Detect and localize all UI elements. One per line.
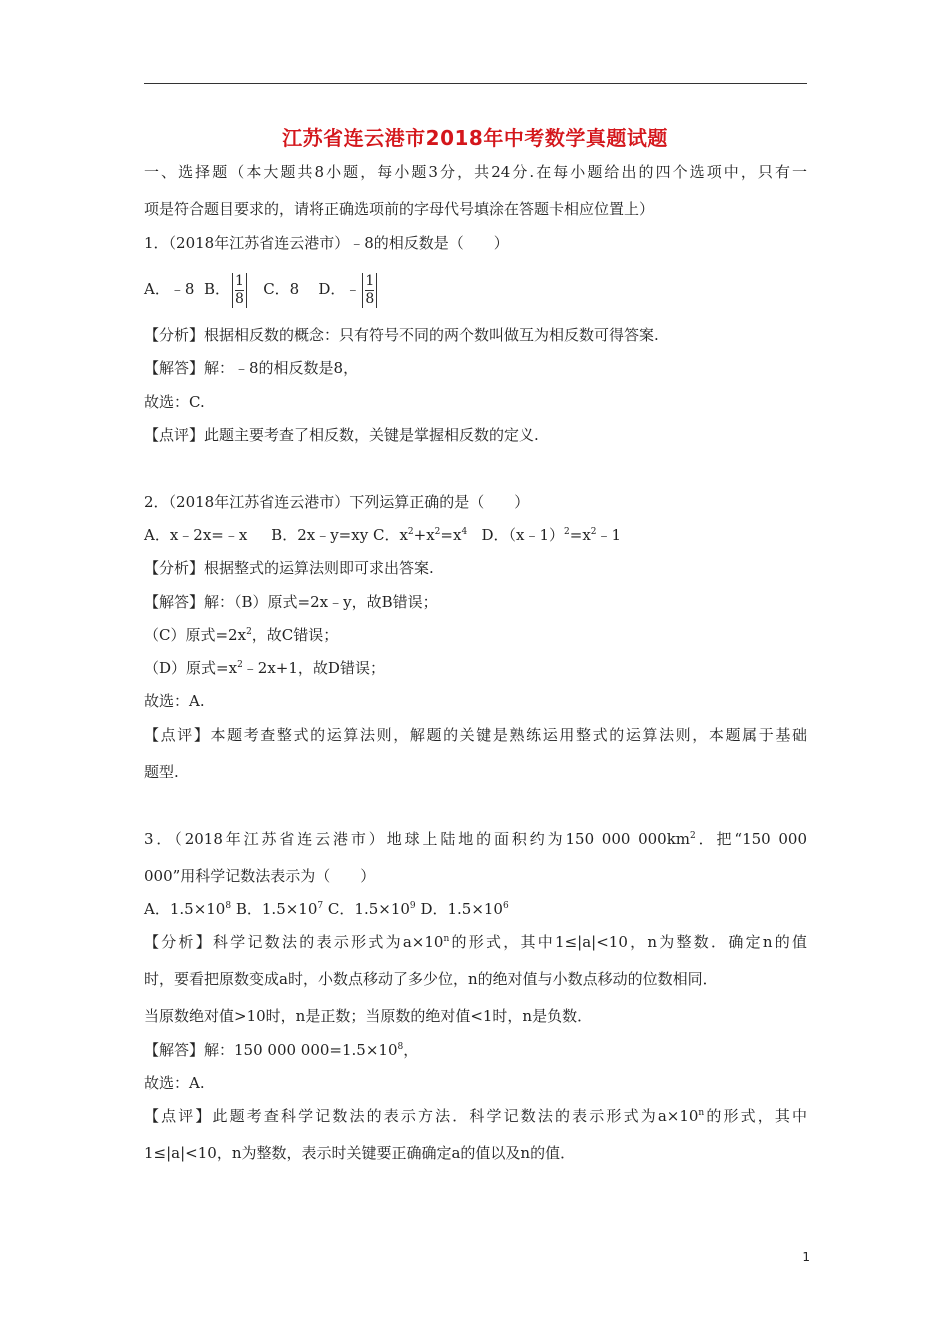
- q2-option-a: A．x﹣2x=﹣x: [144, 526, 248, 544]
- q1-stem: 1．（2018年江苏省连云港市）﹣8的相反数是（ ）: [144, 234, 509, 252]
- q1-option-d-label: D．﹣: [318, 280, 361, 298]
- q3-choice: 故选：A.: [144, 1074, 205, 1092]
- q1-choice: 故选：C.: [144, 393, 205, 411]
- q1-option-b-fraction: [232, 273, 247, 308]
- section-intro-line-1: 一、选择题（本大题共8小题，每小题3分，共24分.在每小题给出的四个选项中，只有一: [144, 163, 807, 181]
- q2-answer-line-1: 【解答】解：（B）原式=2x﹣y，故B错误；: [144, 593, 438, 611]
- q3-stem-line-2: 000”用科学记数法表示为（ ）: [144, 867, 376, 885]
- q3-option-b: B．$1.5\times 10^7$: [235, 900, 324, 918]
- q3-option-c: C．$1.5\times 10^9$: [327, 900, 416, 918]
- q2-answer-line-3: （D）原式$=x^2﹣2x+1$，故D错误；: [144, 659, 385, 677]
- q1-options: [144, 268, 807, 310]
- fraction-numerator: 1: [365, 272, 375, 289]
- q1-option-b-label: B．: [203, 280, 230, 298]
- q1-option-d-fraction: [362, 273, 377, 308]
- q3-option-d: D．$1.5\times 10^6$: [420, 900, 509, 918]
- section-intro-line-2: 项是符合题目要求的，请将正确选项前的字母代号填涂在答题卡相应位置上）: [144, 200, 655, 218]
- q2-choice: 故选：A.: [144, 692, 205, 710]
- q2-comment-line-1: 【点评】本题考查整式的运算法则，解题的关键是熟练运用整式的运算法则，本题属于基础: [144, 726, 807, 744]
- q1-option-c: C．8: [263, 280, 300, 298]
- fraction-numerator: 1: [234, 272, 244, 289]
- page-title: 江苏省连云港市2018年中考数学真题试题: [282, 126, 668, 150]
- q3-analysis-line-2: 时，要看把原数变成a时，小数点移动了多少位，n的绝对值与小数点移动的位数相同．: [144, 970, 718, 988]
- q2-analysis: 【分析】根据整式的运算法则即可求出答案.: [144, 559, 434, 577]
- q2-option-b: B．2x﹣y=xy: [271, 526, 369, 544]
- q3-option-a: A．$1.5\times 10^8$: [144, 900, 232, 918]
- q3-comment-line-1: 【点评】此题考查科学记数法的表示方法．科学记数法的表示形式为$a\times 10^n$的形式，其中: [144, 1107, 807, 1125]
- fraction-denominator: 8: [234, 290, 244, 307]
- page-number: 1: [802, 1250, 810, 1264]
- q3-options: [144, 899, 807, 919]
- q3-analysis-line-1: 【分析】科学记数法的表示形式为$a\times 10^n$的形式，其中1≤|a|<10，n为整数．确定n的值: [144, 933, 808, 951]
- q2-stem: 2．（2018年江苏省连云港市）下列运算正确的是（ ）: [144, 493, 530, 511]
- q1-answer: 【解答】解：﹣8的相反数是8，: [144, 359, 359, 377]
- q1-analysis: 【分析】根据相反数的概念：只有符号不同的两个数叫做互为相反数可得答案.: [144, 326, 659, 344]
- q1-comment: 【点评】此题主要考查了相反数，关键是掌握相反数的定义.: [144, 426, 539, 444]
- q1-option-a: A．﹣8: [144, 280, 195, 298]
- q3-answer: 【解答】解：150 000 $000=1.5\times 10^8$，: [144, 1041, 419, 1059]
- q2-answer-line-2: （C）原式$=2x^2$，故C错误；: [144, 626, 339, 644]
- q2-option-c: C．$x^2+x^2=x^4$: [372, 526, 468, 544]
- fraction-denominator: 8: [365, 290, 375, 307]
- q2-option-d: D．$(x﹣1)^2=x^2﹣1$: [481, 526, 622, 544]
- q3-comment-line-2: 1≤|a|<10，n为整数，表示时关键要正确确定a的值以及n的值．: [144, 1144, 576, 1162]
- header-rule: [144, 83, 807, 84]
- q3-analysis-line-3: 当原数绝对值>10时，n是正数；当原数的绝对值<1时，n是负数．: [144, 1007, 593, 1025]
- q2-comment-line-2: 题型.: [144, 763, 179, 781]
- q2-options: [144, 525, 807, 545]
- q3-stem-line-1: 3．（2018年江苏省连云港市）地球上陆地的面积约为150 000 $000km^2$．把“150 000: [144, 830, 807, 848]
